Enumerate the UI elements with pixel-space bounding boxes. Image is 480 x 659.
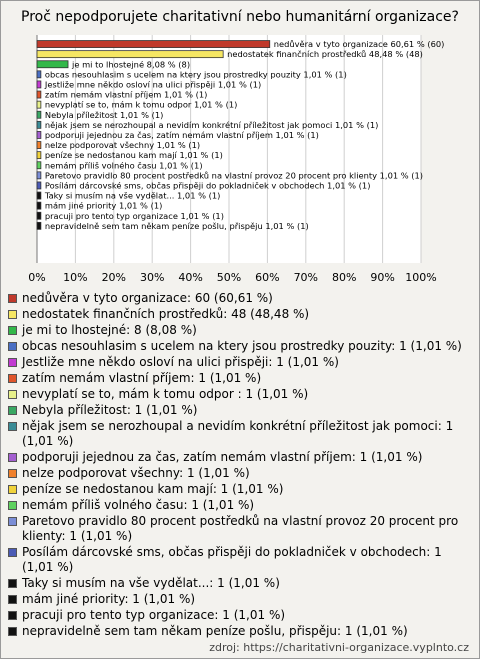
legend-swatch xyxy=(8,595,17,604)
legend-label: zatím nemám vlastní příjem: 1 (1,01 %) xyxy=(22,371,262,385)
legend-item xyxy=(8,419,476,449)
legend-swatch xyxy=(8,579,17,588)
legend-item xyxy=(8,624,476,639)
bar-label: zatím nemám vlastní příjem 1,01 % (1) xyxy=(44,89,208,100)
bar xyxy=(37,142,41,149)
bar-label: peníze se nedostanou kam mají 1,01 % (1) xyxy=(44,150,223,161)
bar xyxy=(37,202,41,209)
bar-label: nějak jsem se nerozhoupal a nevidím konkrétní příležitost jak pomoci 1,01 % (1) xyxy=(44,119,379,130)
bar-label: Jestliže mne někdo osloví na ulici přispěji 1,01 % (1) xyxy=(44,79,262,90)
legend-item xyxy=(8,323,476,338)
bar xyxy=(37,61,68,68)
bar-label: Paretovo pravidlo 80 procent postředků na vlastní provoz 20 procent pro klienty 1,01 % (1) xyxy=(44,170,424,181)
legend-swatch xyxy=(8,358,17,367)
legend-item xyxy=(8,545,476,575)
legend-swatch xyxy=(8,422,17,431)
bar xyxy=(37,71,41,78)
bar-label: mám jiné priority 1,01 % (1) xyxy=(44,200,163,211)
legend-item xyxy=(8,498,476,513)
bar xyxy=(37,81,41,88)
legend-item xyxy=(8,576,476,591)
legend-item xyxy=(8,450,476,465)
legend-label: nedostatek finančních prostředků: 48 (48,48 %) xyxy=(22,307,310,321)
x-tick-label: 70% xyxy=(293,271,319,284)
x-tick-label: 50% xyxy=(216,271,242,284)
legend-label: je mi to lhostejné: 8 (8,08 %) xyxy=(22,323,197,337)
legend-swatch xyxy=(8,627,17,636)
bar-label: nepravidelně sem tam někam peníze pošlu, přispěju 1,01 % (1) xyxy=(44,220,309,231)
bar-label: obcas nesouhlasim s ucelem na ktery jsou prostredky pouzity 1,01 % (1) xyxy=(44,69,347,80)
legend-swatch xyxy=(8,390,17,399)
chart-title: Proč nepodporujete charitativní nebo humanitární organizace? xyxy=(21,9,459,25)
bar xyxy=(37,162,41,169)
bar xyxy=(37,131,41,138)
legend-swatch xyxy=(8,374,17,383)
x-tick-label: 40% xyxy=(178,271,203,284)
legend-label: Posílám dárcovské sms, občas přispěji do pokladniček v obchodech: 1 (1,01 %) xyxy=(22,545,442,574)
bar-label: Posílám dárcovské sms, občas přispěji do pokladniček v obchodech 1,01 % (1) xyxy=(44,180,371,191)
bar-label: nedůvěra v tyto organizace 60,61 % (60) xyxy=(273,39,445,50)
bar-label: je mi to lhostejné 8,08 % (8) xyxy=(72,59,191,70)
legend-label: nedůvěra v tyto organizace: 60 (60,61 %) xyxy=(22,291,273,305)
bar xyxy=(37,192,41,199)
legend-swatch xyxy=(8,294,17,303)
bar xyxy=(37,152,41,159)
bar-label: Taky si musím na vše vydělat... 1,01 % (1) xyxy=(44,190,221,201)
legend-label: nějak jsem se nerozhoupal a nevidím konkrétní příležitost jak pomoci: 1 (1,01 %) xyxy=(22,419,454,448)
legend-swatch xyxy=(8,611,17,620)
bar xyxy=(37,51,223,58)
bar-label: nedostatek finančních prostředků 48,48 % (48) xyxy=(227,49,423,60)
legend-item xyxy=(8,482,476,497)
legend-swatch xyxy=(8,310,17,319)
bar-label: nemám příliš volného času 1,01 % (1) xyxy=(44,160,203,171)
legend-label: Jestliže mne někdo osloví na ulici přispěji: 1 (1,01 %) xyxy=(22,355,339,369)
legend-label: nepravidelně sem tam někam peníze pošlu, přispěju: 1 (1,01 %) xyxy=(22,624,408,638)
legend-item xyxy=(8,339,476,354)
bar xyxy=(37,91,41,98)
bar xyxy=(37,172,41,179)
x-tick-label: 0% xyxy=(28,271,46,284)
legend-swatch xyxy=(8,326,17,335)
legend-swatch xyxy=(8,548,17,557)
source-note: zdroj: https://charitativni-organizace.vyplnto.cz xyxy=(209,641,469,654)
legend-label: Nebyla příležitost: 1 (1,01 %) xyxy=(22,403,198,417)
bar xyxy=(37,121,41,128)
bar xyxy=(37,222,41,229)
legend-swatch xyxy=(8,485,17,494)
legend-item xyxy=(8,514,476,544)
x-tick-label: 10% xyxy=(63,271,88,284)
legend-label: nelze podporovat všechny: 1 (1,01 %) xyxy=(22,466,250,480)
x-tick-label: 30% xyxy=(139,271,165,284)
x-tick-label: 60% xyxy=(255,271,280,284)
legend-label: nevyplatí se to, mám k tomu odpor : 1 (1,01 %) xyxy=(22,387,309,401)
legend-label: Paretovo pravidlo 80 procent postředků na vlastní provoz 20 procent pro klienty: 1 (1,01 %) xyxy=(22,514,459,543)
legend-label: Taky si musím na vše vydělat...: 1 (1,01 %) xyxy=(22,576,280,590)
x-tick-label: 100% xyxy=(405,271,437,284)
bar-label: nelze podporovat všechny 1,01 % (1) xyxy=(44,140,201,151)
legend-swatch xyxy=(8,406,17,415)
legend-item xyxy=(8,608,476,623)
x-tick-label: 80% xyxy=(331,271,357,284)
legend-label: pracuji pro tento typ organizace: 1 (1,01 %) xyxy=(22,608,286,622)
legend-label: nemám příliš volného času: 1 (1,01 %) xyxy=(22,498,255,512)
legend-item xyxy=(8,387,476,402)
bar xyxy=(37,212,41,219)
legend-label: mám jiné priority: 1 (1,01 %) xyxy=(22,592,196,606)
bar-label: pracuji pro tento typ organizace 1,01 % (1) xyxy=(44,210,224,221)
legend-item xyxy=(8,403,476,418)
bar-label: nevyplatí se to, mám k tomu odpor 1,01 % (1) xyxy=(44,99,238,110)
bar-chart xyxy=(1,1,479,291)
legend-item xyxy=(8,291,476,306)
x-tick-label: 20% xyxy=(101,271,127,284)
bar-label: Nebyla příležitost 1,01 % (1) xyxy=(44,109,164,120)
legend-label: podporuji jejednou za čas, zatím nemám vlastní příjem: 1 (1,01 %) xyxy=(22,450,423,464)
bar xyxy=(37,182,41,189)
legend-swatch xyxy=(8,342,17,351)
legend-swatch xyxy=(8,501,17,510)
bar xyxy=(37,101,41,108)
bar-label: podporuji jejednou za čas, zatím nemám vlastní příjem 1,01 % (1) xyxy=(44,129,319,140)
legend-swatch xyxy=(8,517,17,526)
legend-item xyxy=(8,592,476,607)
legend-item xyxy=(8,307,476,322)
legend-item xyxy=(8,355,476,370)
legend-swatch xyxy=(8,453,17,462)
legend-item xyxy=(8,371,476,386)
legend-swatch xyxy=(8,469,17,478)
legend-item xyxy=(8,466,476,481)
x-tick-label: 90% xyxy=(370,271,395,284)
chart-legend xyxy=(8,291,476,640)
legend-label: obcas nesouhlasim s ucelem na ktery jsou prostredky pouzity: 1 (1,01 %) xyxy=(22,339,462,353)
legend-label: peníze se nedostanou kam mají: 1 (1,01 %) xyxy=(22,482,284,496)
bar xyxy=(37,41,270,48)
bar xyxy=(37,111,41,118)
